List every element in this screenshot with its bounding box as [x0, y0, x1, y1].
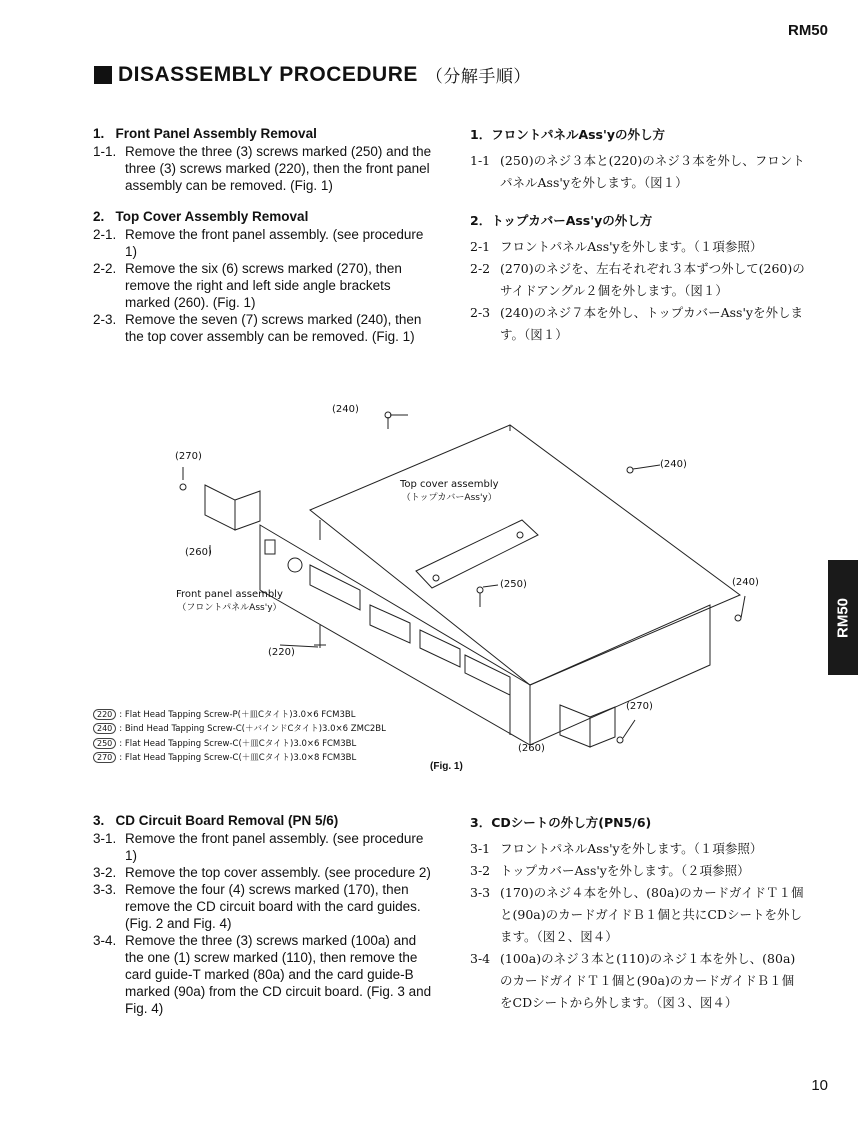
en-section-1 [93, 125, 433, 345]
en-step: 1-1. Remove the three (3) screws marked (250) and the three (3) screws marked (220), then the front panel assembly can be removed. (Fig. 1) [93, 144, 432, 193]
ja-s3-heading: 3．CDシートの外し方(PN5/6) [470, 815, 652, 830]
screw-240-top [385, 412, 408, 429]
ja-step: 2-3 (240)のネジ７本を外し、トップカバーAss'yを外します。（図１） [470, 305, 803, 342]
callout-270-right: (270) [626, 701, 653, 712]
legend-row: 270 : Flat Head Tapping Screw-C(＋皿Cタイト)3.0×8 FCM3BL [93, 751, 386, 765]
ja-step: 1-1 (250)のネジ３本と(220)のネジ３本を外し、フロントパネルAss'yを外します。（図１） [470, 153, 805, 190]
screw-270-right [617, 720, 635, 743]
page-title [94, 62, 531, 87]
callout-260-left: (260) [185, 547, 212, 558]
callout-270-left: (270) [175, 451, 202, 462]
callout-240-right: (240) [660, 459, 687, 470]
ja-step: 3-3 (170)のネジ４本を外し、(80a)のカードガイドＴ１個と(90a)のカードガイドＢ１個と共にCDシートを外します。（図２、図４） [470, 885, 804, 944]
top-cover-label: Top cover assembly （トップカバーAss'y） [400, 479, 499, 503]
callout-240-top: (240) [332, 404, 359, 415]
callout-220: (220) [268, 647, 295, 658]
ja-s1-heading: 1．フロントパネルAss'yの外し方 [470, 127, 665, 142]
figure-caption: (Fig. 1) [430, 761, 463, 772]
ja-step: 2-2 (270)のネジを、左右それぞれ３本ずつ外して(260)のサイドアングル２個を外します。（図１） [470, 261, 805, 298]
front-panel-label: Front panel assembly （フロントパネルAss'y） [176, 589, 283, 613]
en-s2-heading: 2. Top Cover Assembly Removal [93, 209, 309, 224]
side-tab: RM50 [828, 560, 858, 675]
ja-s2-heading: 2．トップカバーAss'yの外し方 [470, 213, 653, 228]
en-step: 3-1. Remove the front panel assembly. (see procedure 1) [93, 831, 424, 863]
ja-section-3 [470, 812, 805, 1014]
title-jp: （分解手順） [425, 67, 531, 87]
title-square-icon [94, 66, 112, 84]
screw-250 [477, 585, 498, 607]
screw-legend [93, 708, 386, 765]
en-step: 3-2. Remove the top cover assembly. (see procedure 2) [93, 865, 431, 880]
en-step: 3-4. Remove the three (3) screws marked (100a) and the one (1) screw marked (110), then remove the card guide-T marked (80a) and the card guide-B marked (90a) from the CD circuit board. (Fig. 3 and Fig. 4) [93, 933, 432, 1016]
title-main: DISASSEMBLY PROCEDURE [118, 62, 418, 86]
en-section-3 [93, 812, 433, 1017]
chassis-side [530, 605, 710, 745]
page-number: 10 [811, 1077, 828, 1094]
model-number: RM50 [787, 22, 828, 39]
en-step: 2-1. Remove the front panel assembly. (see procedure 1) [93, 227, 424, 259]
screw-270-left [180, 467, 186, 490]
screw-240-side [735, 596, 745, 621]
left-bracket [205, 485, 235, 530]
en-s1-heading: 1. Front Panel Assembly Removal [93, 126, 317, 141]
legend-row: 220 : Flat Head Tapping Screw-P(＋皿Cタイト)3.0×6 FCM3BL [93, 708, 386, 722]
en-step: 2-3. Remove the seven (7) screws marked (240), then the top cover assembly can be removed. (Fig. 1) [93, 312, 422, 344]
callout-250: (250) [500, 579, 527, 590]
ja-step: 3-4 (100a)のネジ３本と(110)のネジ１本を外し、(80a)のカードガイドＴ１個と(90a)のカードガイドＢ１個をCDシートから外します。（図３、図４） [470, 951, 796, 1010]
callout-260-right: (260) [518, 743, 545, 754]
legend-row: 250 : Flat Head Tapping Screw-C(＋皿Cタイト)3.0×6 FCM3BL [93, 737, 386, 751]
ja-section-1 [470, 124, 805, 346]
ja-step: 2-1 フロントパネルAss'yを外します。（１項参照） [470, 239, 763, 254]
en-s3-heading: 3. CD Circuit Board Removal (PN 5/6) [93, 813, 339, 828]
en-step: 3-3. Remove the four (4) screws marked (170), then remove the CD circuit board with the card guides. (Fig. 2 and Fig. 4) [93, 882, 421, 931]
ja-step: 3-2 トップカバーAss'yを外します。（２項参照） [470, 863, 750, 878]
en-step: 2-2. Remove the six (6) screws marked (270), then remove the right and left side angle brackets marked (260). (Fig. 1) [93, 261, 402, 310]
screw-220 [314, 625, 326, 648]
callout-240-side: (240) [732, 577, 759, 588]
access-plate [416, 520, 538, 588]
screw-240-right [627, 465, 660, 473]
legend-row: 240 : Bind Head Tapping Screw-C(＋バインドCタイト)3.0×6 ZMC2BL [93, 722, 386, 736]
ja-step: 3-1 フロントパネルAss'yを外します。（１項参照） [470, 841, 763, 856]
right-bracket [560, 705, 590, 747]
